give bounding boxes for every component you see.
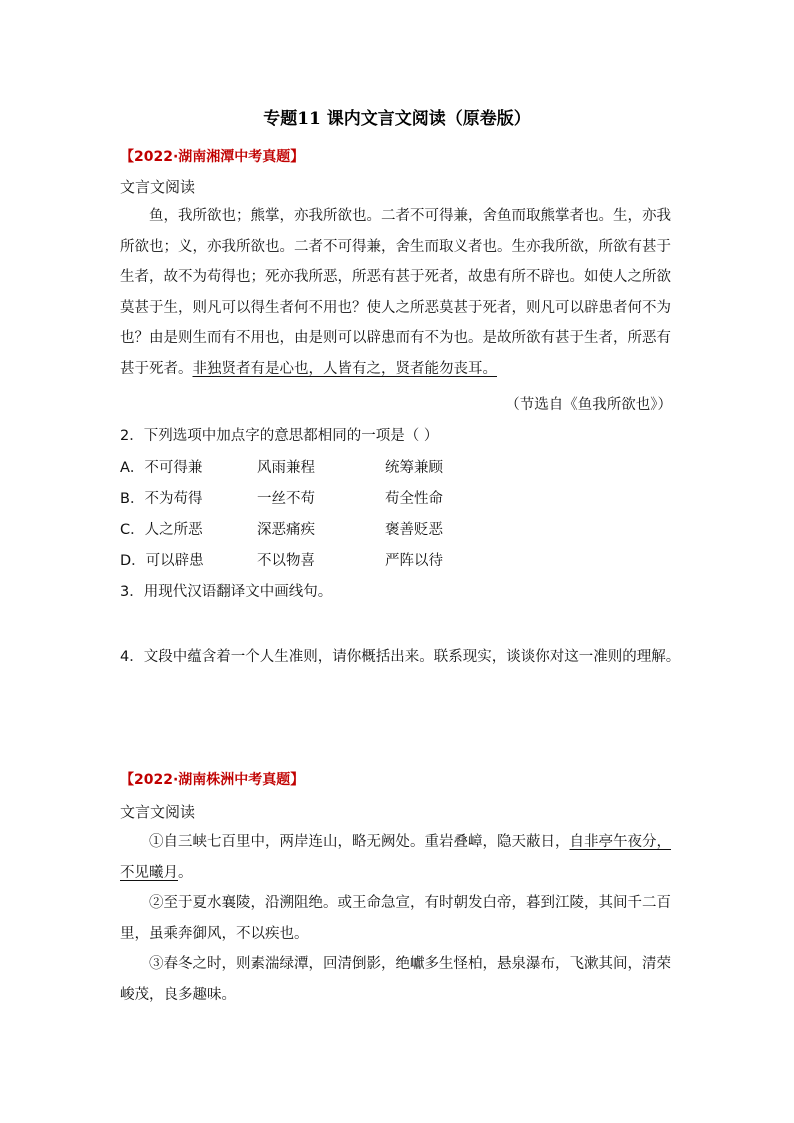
- passage-source: （节选自《鱼我所欲也》）: [505, 397, 672, 413]
- question-2: 2．下列选项中加点字的意思都相同的一项是（ ）: [120, 428, 439, 444]
- option-word: 褒善贬恶: [385, 522, 443, 538]
- passage-line: ②至于夏水襄陵，沿溯阻绝。或王命急宣，有时朝发白帝，暮到江陵，其间千二百: [149, 895, 671, 911]
- option-word: 风雨兼程: [257, 460, 315, 476]
- passage-three-gorges: [120, 827, 677, 1010]
- section-label: 文言文阅读: [120, 803, 196, 821]
- passage-last-line: [120, 354, 677, 385]
- question-3: 3．用现代汉语翻译文中画线句。: [120, 584, 333, 600]
- passage-line: [120, 827, 677, 858]
- passage-text: 甚于死者。: [120, 360, 193, 377]
- passage-line: 里，虽乘奔御风，不以疾也。: [120, 925, 309, 942]
- option-word: 不以物喜: [257, 553, 315, 569]
- passage-yu-wo-suo-yu: [120, 201, 677, 384]
- section-tag-xiangtan: 【2022·湖南湘潭中考真题】: [120, 149, 305, 165]
- option-word: 严阵以待: [385, 553, 443, 569]
- passage-line: 峻茂，良多趣味。: [120, 986, 236, 1003]
- passage-text: ①自三峡七百里中，两岸连山，略无阙处。重岩叠嶂，隐天蔽日，: [149, 834, 570, 850]
- underlined-sentence: 自非亭午夜分，: [569, 834, 671, 850]
- passage-line: 莫甚于生，则凡可以得生者何不用也？使人之所恶莫甚于死者，则凡可以辟患者何不为: [120, 299, 671, 316]
- passage-line: [120, 858, 677, 889]
- option-label: B．不为苟得: [120, 491, 203, 507]
- option-label: C．人之所恶: [120, 522, 203, 538]
- option-word: 苟全性命: [385, 491, 443, 507]
- option-word: 一丝不苟: [257, 491, 315, 507]
- question-4: 4．文段中蕴含着一个人生准则，请你概括出来。联系现实，谈谈你对这一准则的理解。: [120, 649, 681, 665]
- option-label: A．不可得兼: [120, 460, 203, 476]
- passage-line: 鱼，我所欲也；熊掌，亦我所欲也。二者不可得兼，舍鱼而取熊掌者也。生，亦我: [149, 208, 671, 224]
- passage-line: 所欲也；义，亦我所欲也。二者不可得兼，舍生而取义者也。生亦我所欲，所欲有甚于: [120, 238, 671, 255]
- passage-line: 生者，故不为苟得也；死亦我所恶，所恶有甚于死者，故患有所不辟也。如使人之所欲: [120, 269, 671, 285]
- option-label: D．可以辟患: [120, 553, 204, 569]
- section-label: 文言文阅读: [120, 178, 196, 196]
- passage-text: 。: [178, 864, 193, 881]
- passage-line: 也？由是则生而有不用也，由是则可以辟患而有不为也。是故所欲有甚于生者，所恶有: [120, 330, 671, 346]
- passage-line: ③春冬之时，则素湍绿潭，回清倒影，绝巘多生怪柏，悬泉瀑布，飞漱其间，清荣: [149, 956, 671, 972]
- option-word: 深恶痛疾: [257, 522, 315, 538]
- page-title: 专题11 课内文言文阅读（原卷版）: [263, 109, 531, 129]
- option-word: 统筹兼顾: [385, 460, 443, 476]
- underlined-sentence: 非独贤者有是心也，人皆有之，贤者能勿丧耳。: [192, 360, 497, 377]
- section-tag-zhuzhou: 【2022·湖南株洲中考真题】: [120, 772, 305, 788]
- underlined-sentence: 不见曦月: [120, 864, 178, 881]
